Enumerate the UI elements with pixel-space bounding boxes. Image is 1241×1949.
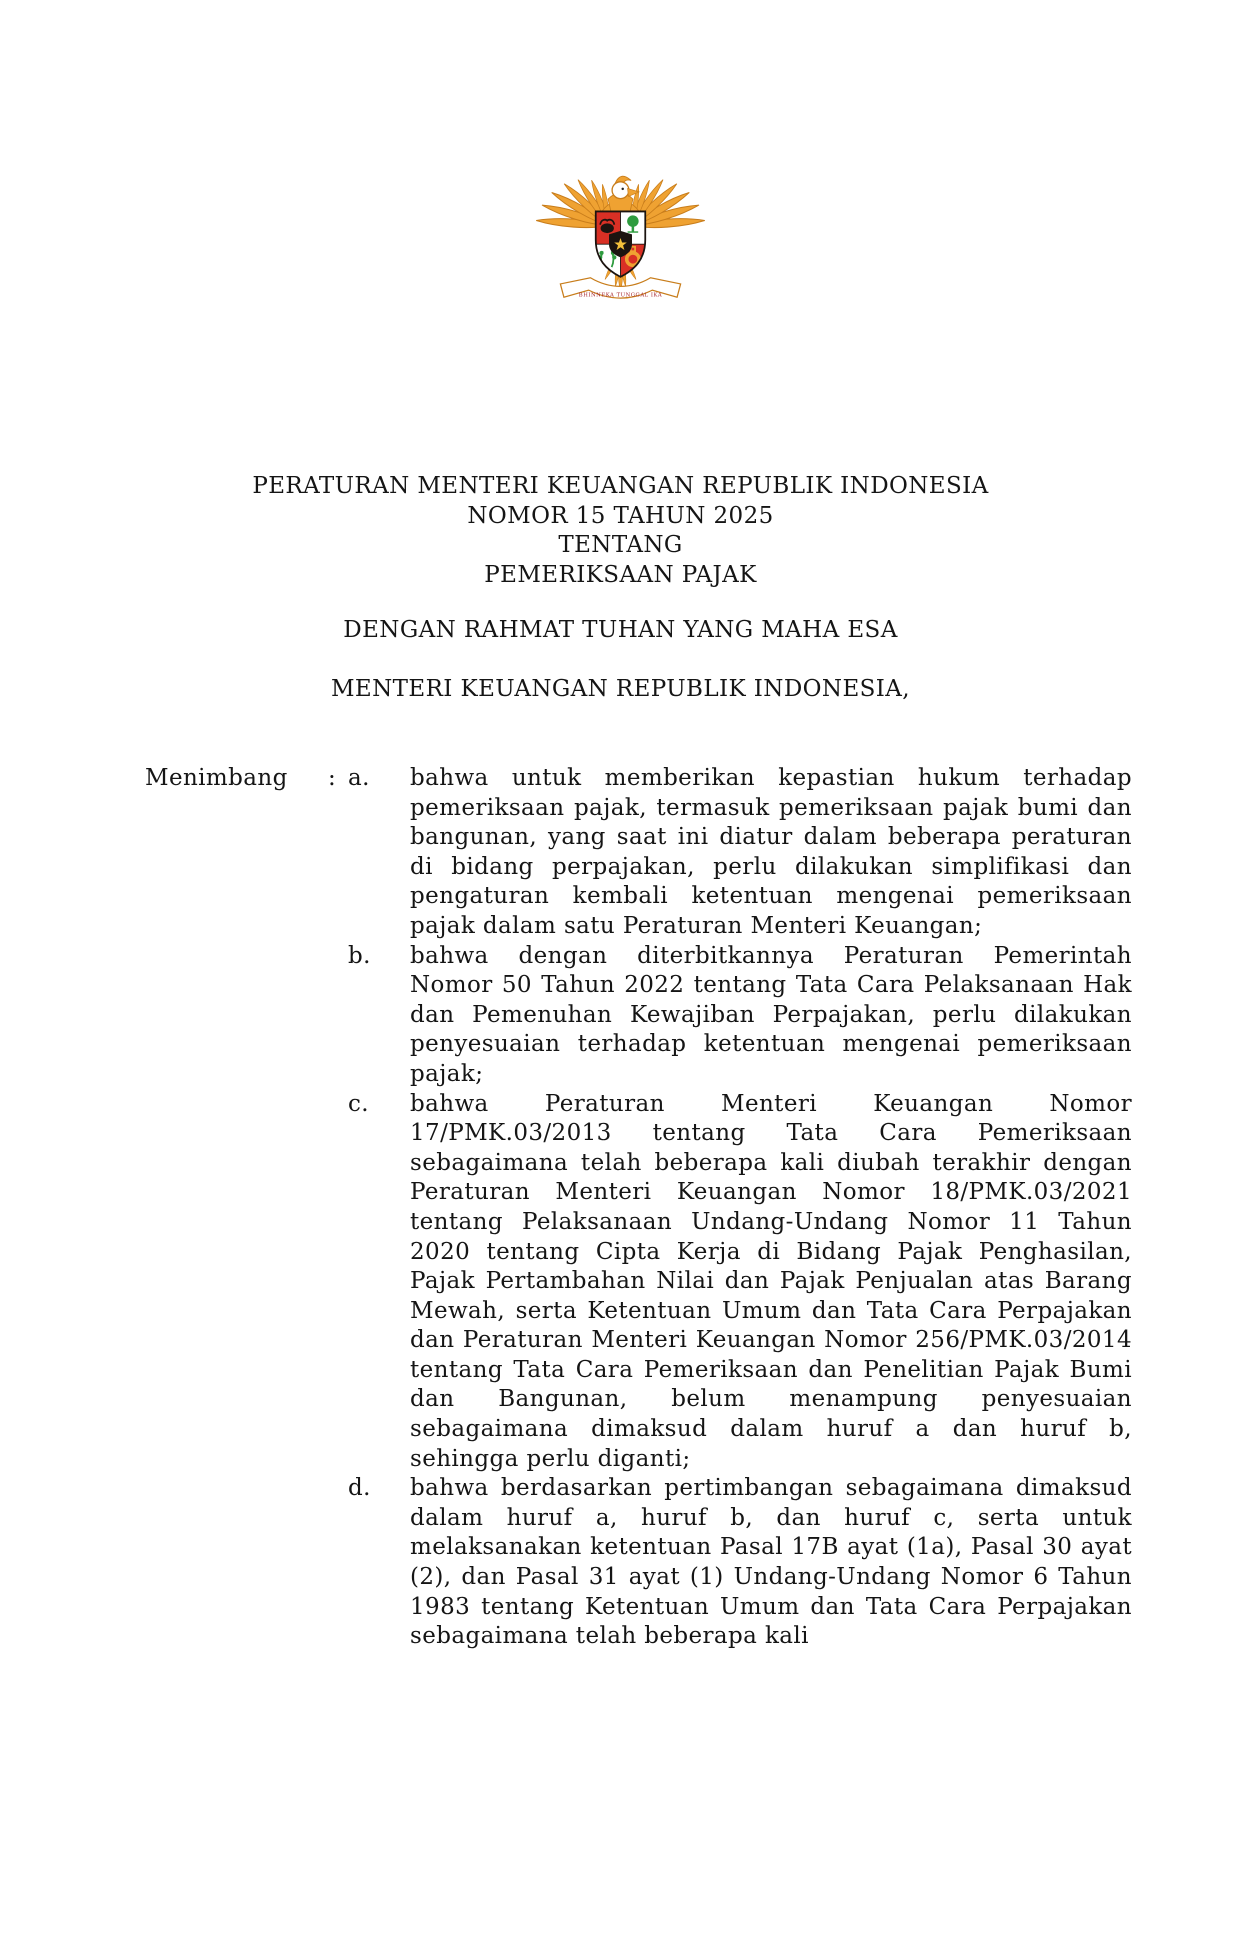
- considering-label: Menimbang: [145, 765, 288, 791]
- title-line-3: TENTANG: [558, 532, 683, 559]
- item-text-a: bahwa untuk memberikan kepastian hukum terhadap pemeriksaan pajak, termasuk pemeriksaan pajak bumi dan bangunan, yang saat ini diatur dalam beberapa peraturan di bidang perpajakan, perlu dilakukan simplifikasi dan pengaturan kembali ketentuan mengenai pemeriksaan pajak dalam satu Peraturan Menteri Keuangan;: [410, 765, 1132, 939]
- item-letter-a: a.: [348, 765, 370, 791]
- garuda-pancasila-emblem: [0, 146, 1241, 314]
- head: [612, 182, 629, 199]
- item-text-c: bahwa Peraturan Menteri Keuangan Nomor 17/PMK.03/2013 tentang Tata Cara Pemeriksaan sebagaimana telah beberapa kali diubah terakhir dengan Peraturan Menteri Keuangan Nomor 18/PMK.03/2021 tentang Pelaksanaan Undang-Undang Nomor 11 Tahun 2020 tentang Cipta Kerja di Bidang Pajak Penghasilan, Pajak Pertambahan Nilai dan Pajak Penjualan atas Barang Mewah, serta Ketentuan Umum dan Tata Cara Perpajakan dan Peraturan Menteri Keuangan Nomor 256/PMK.03/2014 tentang Tata Cara Pemeriksaan dan Penelitian Pajak Bumi dan Bangunan, belum menampung penyesuaian sebagaimana dimaksud dalam huruf a dan huruf b, sehingga perlu diganti;: [410, 1090, 1132, 1472]
- eye: [621, 188, 623, 190]
- considering-section: [145, 764, 1132, 1652]
- item-text-d: bahwa berdasarkan pertimbangan sebagaimana dimaksud dalam huruf a, huruf b, dan huruf c, serta untuk melaksanakan ketentuan Pasal 17B ayat (1a), Pasal 30 ayat (2), dan Pasal 31 ayat (1) Undang-Undang Nomor 6 Tahun 1983 tentang Ketentuan Umum dan Tata Cara Perpajakan sebagaimana telah beberapa kali: [410, 1475, 1132, 1650]
- garuda-pancasila-icon: [523, 146, 718, 314]
- item-letter-d: d.: [348, 1475, 371, 1502]
- considering-item-c: [348, 1090, 1132, 1475]
- authority-line: MENTERI KEUANGAN REPUBLIK INDONESIA,: [330, 676, 910, 702]
- item-text-b: bahwa dengan diterbitkannya Peraturan Pemerintah Nomor 50 Tahun 2022 tentang Tata Cara Pelaksanaan Hak dan Pemenuhan Kewajiban Perpajakan, perlu dilakukan penyesuaian terhadap ketentuan mengenai pemeriksaan pajak;: [410, 942, 1132, 1087]
- considering-colon: :: [328, 765, 337, 791]
- considering-item-d: [348, 1474, 1132, 1652]
- item-letter-b: b.: [348, 942, 371, 969]
- considering-item-a: [348, 764, 1132, 942]
- title-line-4: PEMERIKSAAN PAJAK: [484, 561, 757, 588]
- motto-line: DENGAN RAHMAT TUHAN YANG MAHA ESA: [343, 617, 898, 643]
- considering-items: [348, 764, 1132, 1652]
- pancasila-shield: [596, 211, 646, 279]
- title-line-1: PERATURAN MENTERI KEUANGAN REPUBLIK INDONESIA: [252, 473, 989, 499]
- document-title: [0, 472, 1241, 590]
- emblem-ribbon-text: BHINNEKA TUNGGAL IKA: [578, 292, 663, 299]
- considering-item-b: [348, 942, 1132, 1090]
- item-letter-c: c.: [348, 1090, 369, 1117]
- title-line-2: NOMOR 15 TAHUN 2025: [467, 502, 774, 529]
